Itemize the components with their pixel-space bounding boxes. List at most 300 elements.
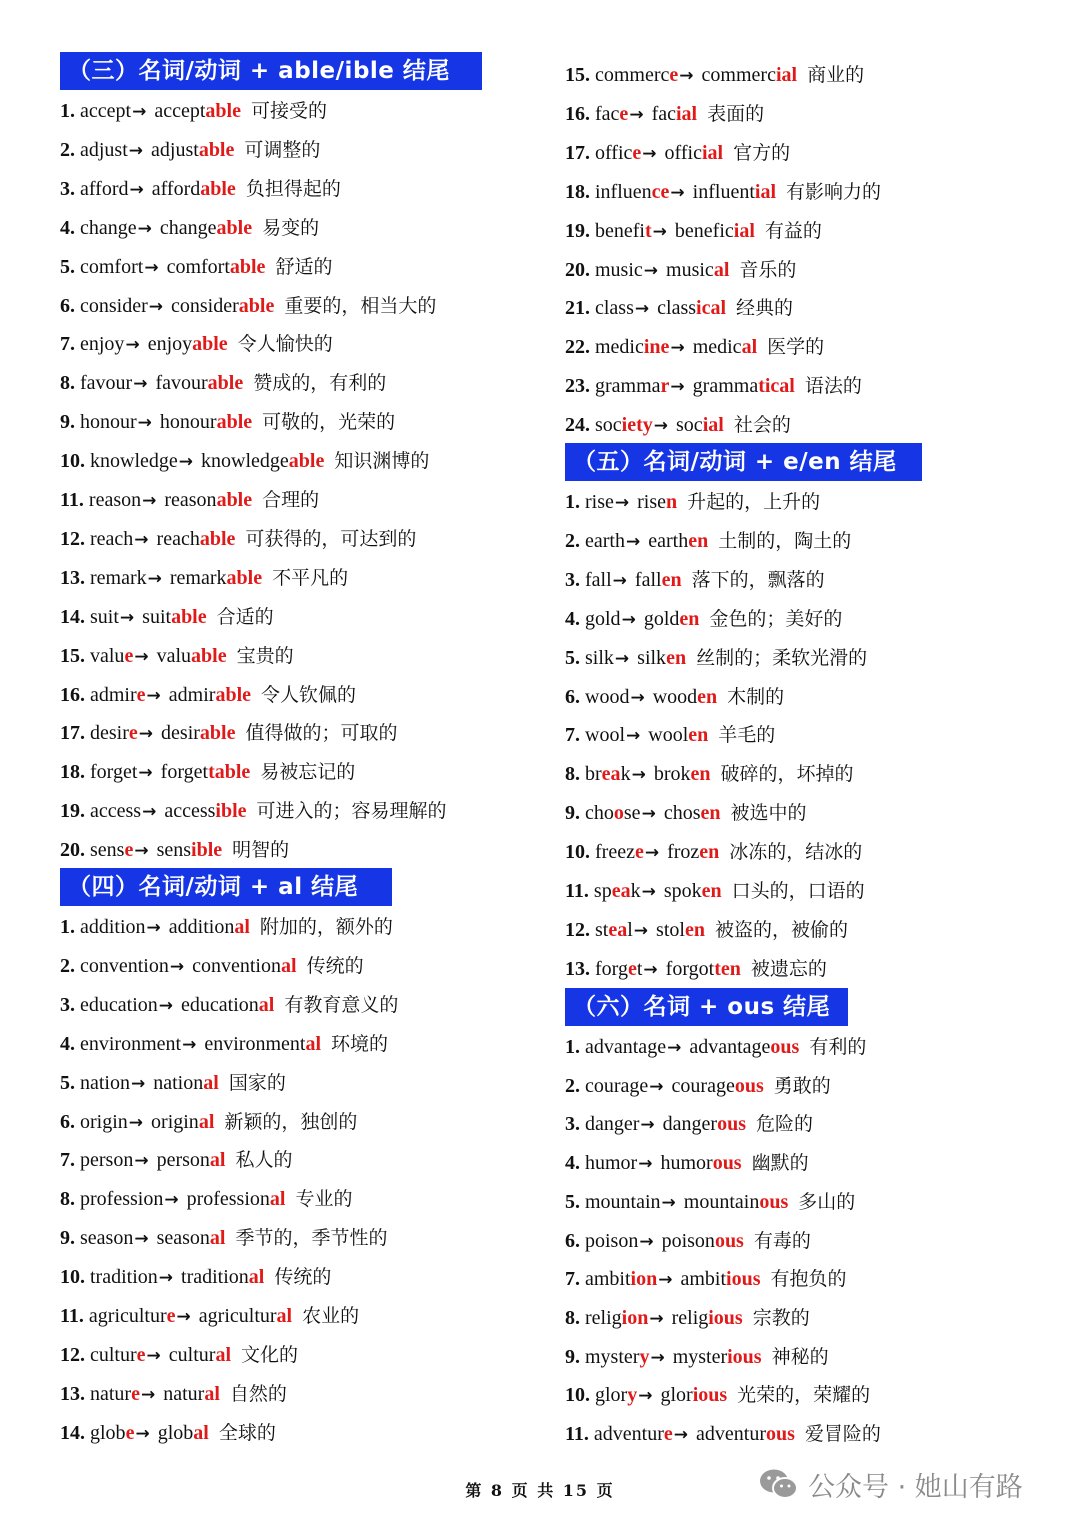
entry-number: 6.: [565, 685, 580, 708]
arrow-icon: →: [614, 648, 630, 669]
chinese-meaning: 落下的，飘落的: [691, 568, 825, 591]
base-word: enjoy: [80, 333, 125, 356]
derived-word: [152, 178, 236, 200]
chinese-meaning: 值得做的；可取的: [245, 722, 398, 745]
derived-stem: origin: [151, 1110, 199, 1133]
derived-suffix: ial: [702, 414, 724, 437]
derived-stem: poison: [661, 1229, 715, 1252]
derived-suffix: ical: [696, 297, 727, 320]
derived-stem: commerc: [701, 64, 776, 86]
entry-number: 12.: [60, 1343, 85, 1366]
derived-stem: agricultur: [198, 1305, 277, 1327]
derived-stem: admir: [168, 683, 216, 706]
derived-word: [652, 103, 698, 125]
base-word-change: y: [639, 1345, 650, 1368]
chinese-meaning: 口头的，口语的: [731, 880, 865, 902]
word-entry: [565, 328, 824, 366]
base-word: honour: [80, 411, 137, 434]
derived-word: [653, 686, 717, 708]
entry-number: 13.: [60, 1382, 85, 1405]
derived-stem: fac: [651, 102, 676, 125]
base-word: access: [90, 800, 142, 823]
chinese-meaning: 表面的: [707, 102, 765, 125]
entry-number: 1.: [565, 1036, 580, 1058]
derived-stem: glob: [157, 1421, 194, 1444]
chinese-meaning: 合适的: [216, 605, 274, 628]
word-entry: [60, 1375, 287, 1413]
derived-suffix: en: [666, 646, 687, 669]
word-entry: [565, 678, 784, 716]
base-word: admire: [90, 683, 146, 706]
derived-suffix: ous: [734, 1074, 764, 1097]
derived-suffix: ous: [770, 1036, 800, 1058]
derived-stem: favour: [155, 372, 208, 395]
base-word: tradition: [90, 1266, 158, 1289]
word-entry: [60, 1219, 387, 1257]
derived-word: [151, 139, 234, 161]
arrow-icon: →: [643, 959, 658, 980]
derived-word: [673, 1346, 762, 1368]
entry-number: 9.: [60, 411, 75, 434]
derived-suffix: tical: [758, 375, 795, 398]
base-word: afford: [80, 177, 129, 200]
derived-stem: reason: [164, 489, 217, 511]
derived-suffix: ible: [215, 800, 247, 823]
word-entry: [565, 639, 867, 677]
derived-stem: natur: [163, 1382, 205, 1405]
word-entry: [60, 1025, 388, 1063]
derived-stem: enjoy: [147, 333, 193, 356]
chinese-meaning: 升起的，上升的: [687, 491, 821, 513]
base-word: poison: [585, 1229, 639, 1252]
derived-word: [157, 1149, 226, 1171]
base-word-change: e: [124, 644, 134, 667]
derived-stem: soc: [676, 414, 703, 437]
chinese-meaning: 被盗的，被偷的: [714, 918, 848, 941]
chinese-meaning: 重要的，相当大的: [284, 294, 437, 317]
derived-word: [702, 64, 798, 86]
word-entry: [565, 1144, 809, 1182]
derived-suffix: ten: [714, 957, 741, 980]
chinese-meaning: 自然的: [229, 1382, 287, 1405]
chinese-meaning: 破碎的，坏掉的: [720, 763, 854, 786]
word-entry: [565, 1105, 813, 1143]
arrow-icon: →: [633, 920, 649, 941]
entry-number: 13.: [60, 566, 85, 589]
arrow-icon: →: [129, 179, 144, 200]
derived-word: [171, 295, 274, 317]
base-word-change: ea: [608, 918, 628, 941]
derived-word: [693, 375, 795, 397]
derived-stem: humor: [660, 1152, 713, 1175]
arrow-icon: →: [182, 1034, 197, 1055]
base-word-change: r: [660, 375, 670, 398]
chinese-meaning: 令人愉快的: [237, 333, 333, 356]
derived-suffix: al: [234, 916, 250, 938]
derived-suffix: ible: [191, 839, 223, 862]
derived-word: [635, 569, 682, 591]
derived-stem: convention: [192, 954, 281, 977]
chinese-meaning: 商业的: [807, 64, 865, 86]
word-entry: [565, 716, 775, 754]
base-word: music: [595, 258, 643, 281]
derived-suffix: ial: [701, 141, 724, 164]
derived-suffix: al: [203, 1071, 219, 1094]
word-entry: [565, 173, 881, 211]
derived-suffix: able: [238, 294, 275, 317]
word-entry: [565, 1415, 881, 1453]
derived-stem: courage: [671, 1074, 735, 1097]
chinese-meaning: 多山的: [798, 1190, 856, 1213]
entry-number: 22.: [565, 336, 590, 359]
entry-number: 10.: [60, 1266, 85, 1289]
base-word: fall: [585, 568, 612, 591]
derived-suffix: ous: [714, 1229, 744, 1252]
derived-stem: access: [164, 800, 216, 823]
word-entry: [565, 950, 827, 988]
derived-stem: accept: [154, 100, 206, 122]
arrow-icon: →: [131, 1073, 146, 1094]
page-footer: 第 8 页 共 15 页: [465, 1481, 615, 1500]
word-entry: [60, 1336, 298, 1374]
watermark-label: 公众号 · 她山有路: [808, 1471, 1023, 1503]
derived-suffix: able: [205, 100, 241, 122]
section-header: （六）名词 + ous 结尾: [565, 988, 848, 1026]
derived-word: [672, 1075, 764, 1097]
entry-number: 8.: [565, 763, 580, 786]
word-entry: [60, 1258, 331, 1296]
word-entry: [60, 481, 319, 519]
derived-stem: forgot: [665, 957, 715, 980]
chinese-meaning: 可调整的: [244, 138, 321, 161]
base-word-change: e: [136, 1343, 146, 1366]
arrow-icon: →: [144, 257, 159, 278]
arrow-icon: →: [138, 724, 154, 745]
entry-number: 8.: [60, 372, 75, 395]
base-word: speak: [593, 880, 641, 902]
derived-word: [664, 802, 721, 824]
entry-number: 4.: [565, 1152, 580, 1175]
derived-suffix: al: [281, 954, 297, 977]
entry-number: 13.: [565, 957, 590, 980]
word-entry: [565, 600, 842, 638]
chinese-meaning: 经典的: [736, 297, 794, 320]
derived-stem: myster: [672, 1345, 728, 1368]
derived-word: [201, 450, 324, 472]
word-entry: [565, 367, 862, 405]
base-word: addition: [80, 916, 146, 938]
chinese-meaning: 语法的: [804, 375, 862, 398]
base-word: desire: [90, 722, 138, 745]
derived-stem: gramma: [692, 375, 759, 398]
entry-number: 12.: [565, 918, 590, 941]
arrow-icon: →: [652, 221, 667, 242]
derived-suffix: ial: [754, 180, 777, 203]
arrow-icon: →: [146, 918, 161, 938]
chinese-meaning: 有益的: [764, 219, 822, 242]
derived-stem: influent: [692, 180, 755, 203]
arrow-icon: →: [612, 570, 627, 591]
derived-word: [666, 259, 729, 281]
derived-word: [672, 1307, 743, 1329]
entry-number: 1.: [60, 916, 75, 938]
base-word: agriculture: [88, 1305, 176, 1327]
base-word: nature: [90, 1382, 140, 1405]
base-word-change: e: [663, 1423, 673, 1445]
derived-suffix: ious: [708, 1306, 743, 1329]
entry-number: 3.: [60, 177, 75, 200]
word-entry: [565, 1260, 847, 1298]
word-entry: [565, 289, 793, 327]
chinese-meaning: 可进入的；容易理解的: [256, 800, 447, 823]
base-word: choose: [585, 802, 641, 825]
arrow-icon: →: [135, 1423, 150, 1444]
derived-suffix: table: [208, 761, 251, 784]
entry-number: 10.: [565, 1384, 590, 1407]
base-word-change: ion: [630, 1268, 658, 1291]
base-word: environment: [80, 1032, 182, 1055]
arrow-icon: →: [169, 956, 185, 977]
derived-word: [657, 297, 726, 319]
word-entry: [60, 637, 294, 675]
derived-stem: spok: [663, 880, 702, 902]
derived-suffix: al: [209, 1227, 226, 1250]
base-word-change: ea: [611, 880, 631, 902]
word-entry: [565, 212, 822, 250]
entry-number: 14.: [60, 605, 85, 628]
derived-stem: knowledge: [201, 450, 289, 473]
arrow-icon: →: [178, 452, 194, 473]
entry-number: 6.: [60, 294, 75, 317]
derived-word: [169, 684, 251, 706]
chinese-meaning: 光荣的，荣耀的: [737, 1384, 871, 1407]
arrow-icon: →: [641, 804, 656, 825]
arrow-icon: →: [132, 102, 147, 122]
chinese-meaning: 环境的: [331, 1032, 389, 1055]
base-word: adjust: [80, 138, 128, 161]
derived-stem: silk: [637, 646, 667, 669]
derived-stem: sens: [156, 839, 192, 862]
base-word: commerce: [595, 64, 679, 86]
entry-number: 10.: [60, 450, 85, 473]
base-word: consider: [80, 294, 148, 317]
derived-stem: relig: [671, 1306, 709, 1329]
derived-word: [676, 414, 724, 436]
derived-suffix: able: [198, 138, 235, 161]
entry-number: 10.: [565, 841, 590, 864]
word-entry: [565, 251, 796, 289]
derived-word: [163, 1383, 220, 1405]
arrow-icon: →: [614, 493, 630, 513]
derived-word: [693, 336, 757, 358]
entry-number: 4.: [565, 607, 580, 630]
derived-suffix: ious: [727, 1345, 762, 1368]
base-word-change: e: [627, 957, 637, 980]
entry-number: 7.: [60, 333, 75, 356]
derived-suffix: en: [661, 568, 682, 591]
derived-suffix: en: [701, 880, 722, 902]
derived-stem: mountain: [683, 1190, 760, 1213]
arrow-icon: →: [650, 1347, 665, 1368]
derived-word: [154, 100, 241, 122]
word-entry: [565, 95, 764, 133]
derived-suffix: ous: [766, 1423, 795, 1445]
entry-number: 7.: [565, 1268, 580, 1291]
arrow-icon: →: [142, 802, 157, 823]
derived-stem: adventur: [696, 1423, 767, 1445]
base-word: benefit: [595, 219, 652, 242]
derived-stem: person: [156, 1149, 210, 1172]
chinese-meaning: 传统的: [274, 1266, 332, 1289]
arrow-icon: →: [638, 1154, 653, 1175]
word-entry: [565, 561, 825, 599]
derived-suffix: ial: [733, 219, 755, 242]
derived-stem: season: [156, 1227, 210, 1250]
derived-stem: froz: [667, 841, 700, 864]
derived-word: [158, 1422, 209, 1444]
derived-stem: stol: [656, 918, 685, 941]
chinese-meaning: 易变的: [262, 216, 320, 239]
chinese-meaning: 国家的: [228, 1071, 286, 1094]
derived-suffix: able: [200, 177, 236, 200]
arrow-icon: →: [137, 218, 152, 239]
word-entry: [60, 92, 327, 130]
arrow-icon: →: [670, 377, 685, 398]
chinese-meaning: 新颖的，独创的: [224, 1110, 358, 1133]
chinese-meaning: 冰冻的，结冰的: [729, 841, 863, 864]
derived-stem: afford: [151, 177, 201, 200]
derived-word: [675, 220, 755, 242]
derived-suffix: ous: [759, 1190, 789, 1213]
base-word: change: [80, 216, 137, 239]
derived-word: [656, 919, 705, 941]
arrow-icon: →: [626, 726, 641, 747]
arrow-icon: →: [639, 1231, 654, 1252]
arrow-icon: →: [158, 995, 173, 1016]
chinese-meaning: 宗教的: [752, 1306, 810, 1329]
entry-number: 4.: [60, 1032, 75, 1055]
derived-stem: comfort: [166, 255, 230, 278]
derived-stem: wood: [652, 685, 698, 708]
derived-word: [693, 181, 776, 203]
derived-suffix: al: [215, 1343, 232, 1366]
derived-stem: change: [159, 216, 217, 239]
arrow-icon: →: [634, 299, 650, 320]
word-entry: [60, 1064, 286, 1102]
word-entry: [565, 1338, 829, 1376]
derived-suffix: able: [216, 411, 253, 434]
derived-suffix: en: [684, 918, 705, 941]
arrow-icon: →: [138, 763, 153, 784]
chinese-meaning: 羊毛的: [718, 724, 776, 747]
derived-suffix: al: [248, 1266, 265, 1289]
entry-number: 19.: [60, 800, 85, 823]
base-word-change: e: [632, 141, 642, 164]
base-word: education: [80, 993, 158, 1016]
word-entry: [60, 792, 447, 830]
arrow-icon: →: [133, 374, 148, 395]
base-word: face: [595, 102, 629, 125]
derived-suffix: able: [171, 605, 207, 628]
word-entry: [565, 1067, 831, 1105]
word-entry: [60, 325, 333, 363]
derived-suffix: able: [216, 489, 253, 511]
derived-stem: adjust: [151, 138, 199, 161]
derived-word: [648, 724, 708, 746]
derived-stem: addition: [168, 916, 235, 938]
derived-stem: chos: [663, 802, 701, 825]
derived-suffix: en: [688, 529, 709, 552]
chinese-meaning: 专业的: [295, 1188, 353, 1211]
entry-number: 11.: [60, 1305, 84, 1327]
entry-number: 2.: [60, 138, 75, 161]
word-entry: [565, 1299, 810, 1337]
chinese-meaning: 音乐的: [739, 258, 797, 281]
derived-word: [164, 489, 252, 511]
arrow-icon: →: [658, 1270, 673, 1291]
arrow-icon: →: [670, 182, 685, 203]
derived-word: [155, 372, 243, 394]
arrow-icon: →: [667, 1038, 682, 1058]
derived-word: [660, 1152, 741, 1174]
entry-number: 8.: [60, 1188, 75, 1211]
base-word: rise: [585, 491, 614, 513]
chinese-meaning: 令人钦佩的: [261, 683, 357, 706]
base-word: religion: [585, 1306, 649, 1329]
entry-number: 5.: [60, 255, 75, 278]
derived-suffix: al: [198, 1110, 215, 1133]
arrow-icon: →: [641, 882, 656, 902]
base-word: advantage: [585, 1036, 667, 1058]
word-entry: [565, 1028, 866, 1066]
derived-stem: forget: [160, 761, 209, 784]
derived-suffix: al: [269, 1188, 286, 1211]
chinese-meaning: 社会的: [733, 414, 791, 437]
derived-word: [637, 491, 677, 513]
arrow-icon: →: [148, 296, 164, 317]
word-entry: [60, 1414, 276, 1452]
derived-word: [680, 1268, 760, 1290]
derived-word: [644, 608, 700, 630]
derived-suffix: en: [690, 763, 711, 786]
arrow-icon: →: [140, 1384, 156, 1405]
chinese-meaning: 勇敢的: [773, 1074, 831, 1097]
derived-word: [161, 761, 251, 783]
base-word-change: ea: [601, 763, 621, 786]
base-word: glory: [595, 1384, 638, 1407]
derived-word: [696, 1423, 795, 1445]
chinese-meaning: 可敬的，光荣的: [262, 411, 396, 434]
arrow-icon: →: [128, 140, 144, 161]
chinese-meaning: 传统的: [306, 954, 364, 977]
base-word-change: t: [644, 219, 652, 242]
arrow-icon: →: [625, 531, 641, 552]
entry-number: 2.: [565, 1074, 580, 1097]
base-word: knowledge: [90, 450, 178, 473]
base-word: accept: [80, 100, 132, 122]
entry-number: 17.: [60, 722, 85, 745]
base-word: steal: [595, 918, 633, 941]
derived-suffix: able: [207, 372, 244, 395]
derived-suffix: al: [713, 258, 730, 281]
derived-suffix: able: [191, 644, 227, 667]
derived-stem: remark: [169, 566, 227, 589]
word-entry: [60, 714, 398, 752]
derived-word: [170, 567, 262, 589]
chinese-meaning: 有利的: [809, 1036, 867, 1058]
entry-number: 21.: [565, 297, 590, 320]
entry-number: 4.: [60, 216, 75, 239]
